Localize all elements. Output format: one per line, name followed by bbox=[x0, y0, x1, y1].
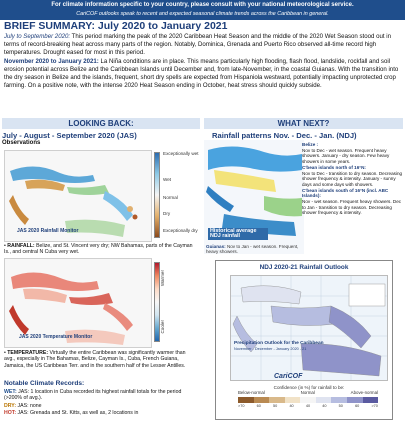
south-islands-text: Nov - wet season. Frequent heavy showers. Dec to Jan - transition to dry season. Decreasing shower frequency & intensity. bbox=[302, 199, 402, 216]
jas-title: July - August - September 2020 (JAS) bbox=[2, 131, 137, 140]
belize-heading: Belize : bbox=[302, 142, 319, 147]
rainfall-summary: • RAINFALL: Belize, and St. Vincent very dry; NW Bahamas, parts of the Cayman Is., and central N Cuba very wet. bbox=[4, 243, 193, 256]
legend-normal: Normal bbox=[163, 195, 178, 200]
scale-swatch bbox=[285, 397, 301, 403]
looking-back-heading: LOOKING BACK: bbox=[2, 118, 200, 129]
scale-tick: 60 bbox=[355, 404, 360, 408]
header-bar bbox=[0, 0, 405, 20]
outlook-map bbox=[230, 275, 388, 381]
scale-tick: 50 bbox=[338, 404, 343, 408]
ndj-notes bbox=[302, 142, 403, 216]
brief-paragraph-1 bbox=[4, 33, 403, 58]
record-dry-key: DRY: bbox=[4, 403, 17, 409]
confidence-ticks bbox=[238, 404, 378, 408]
scale-tick: >70 bbox=[371, 404, 378, 408]
record-hot bbox=[4, 410, 198, 416]
header-line-2: CariCOF outlooks speak to recent and expected seasonal climate trends across the Caribbean in general. bbox=[76, 11, 329, 17]
rainfall-legend-bar bbox=[154, 152, 160, 238]
brief-p2-body: La Niña conditions are in place. This means particularly high flooding, flash flood, landslide, rockfall and soil erosion potential across Belize and the Caribbean Islands until December and, from late-November, in the coastal Guianas. With the transition into the dry season in Belize and the islands, frequent, short dry spells are expected from Hispaniola westward, potentially impacting unprotected crop farming. On a positive note, with the intense 2020 Heat Season ending in October, heat stress should quickly subside. bbox=[4, 57, 399, 90]
scale-swatch bbox=[254, 397, 270, 403]
guianas-heading: Guianas: bbox=[206, 244, 226, 249]
legend-warmer: Warmer bbox=[160, 270, 165, 287]
guianas-text: Nov to Jan - wet season. Frequent, heavy showers. bbox=[206, 244, 299, 254]
observations-label: Observations bbox=[2, 140, 41, 146]
brief-title: BRIEF SUMMARY: July 2020 to January 2021 bbox=[4, 20, 228, 32]
south-islands-heading: C'bean islands south of 16°N (incl. ABC Islands): bbox=[302, 187, 389, 199]
caricof-logo: CariCOF bbox=[274, 373, 303, 380]
records-title: Notable Climate Records: bbox=[4, 380, 85, 387]
brief-p1-lead: July to September 2020: bbox=[4, 33, 71, 40]
scale-swatch bbox=[300, 397, 316, 403]
category-normal: Normal bbox=[300, 390, 315, 395]
scale-swatch bbox=[269, 397, 285, 403]
outlook-caption bbox=[234, 341, 324, 352]
record-wet bbox=[4, 389, 198, 402]
category-above: Above-normal bbox=[350, 390, 378, 395]
outlook-map-graphic bbox=[231, 276, 388, 381]
record-hot-value: JAS: Grenada and St. Kitts, as well as, 2 locations in bbox=[16, 410, 139, 416]
record-dry-value: JAS: none bbox=[16, 403, 42, 409]
ndj-title: Rainfall patterns Nov. - Dec. - Jan. (NDJ) bbox=[212, 131, 357, 140]
legend-exceptionally-wet: Exceptionally wet bbox=[163, 151, 199, 156]
scale-swatch bbox=[363, 397, 379, 403]
brief-p2-lead: November 2020 to January 2021: bbox=[4, 57, 99, 65]
brief-body bbox=[4, 33, 403, 90]
temperature-text: Virtually the entire Caribbean was significantly warmer than avg., especially in The Bahamas, Belize, Cayman Is., Cuba, French Guiana, Jamaica, the US Caribbean Terr. and in the southern half of the Lesser Antilles. bbox=[4, 350, 186, 369]
scale-tick: 40 bbox=[322, 404, 327, 408]
outlook-title: NDJ 2020-21 Rainfall Outlook bbox=[259, 264, 349, 271]
scale-tick: 40 bbox=[289, 404, 294, 408]
outlook-caption-2: November - December - January 2020 - 21 bbox=[234, 346, 307, 351]
jas-temperature-map bbox=[4, 258, 152, 348]
looking-back-column bbox=[2, 131, 200, 147]
rainfall-lead: RAINFALL: bbox=[7, 243, 35, 249]
scale-tick: 60 bbox=[256, 404, 261, 408]
record-wet-value: JAS: 1 location in Cuba recorded its highest rainfall totals for the period (>200% of avg.). bbox=[4, 389, 182, 402]
north-islands-heading: C'bean islands north of 16°N: bbox=[302, 164, 366, 170]
ndj-outlook-frame bbox=[215, 260, 393, 420]
rainfall-text: Belize, and St. Vincent very dry; NW Bahamas, parts of the Cayman Is., and central N Cuba very wet. bbox=[4, 243, 193, 256]
scale-swatch bbox=[238, 397, 254, 403]
record-dry bbox=[4, 403, 42, 409]
scale-tick: 40 bbox=[305, 404, 311, 408]
brief-paragraph-2 bbox=[4, 58, 403, 91]
scale-swatch bbox=[347, 397, 363, 403]
confidence-categories bbox=[238, 390, 378, 395]
guianas-note bbox=[206, 244, 304, 254]
outlook-caption-1: Precipitation Outlook for the Caribbean bbox=[234, 341, 324, 346]
record-hot-key: HOT: bbox=[4, 410, 17, 416]
legend-dry: Dry bbox=[163, 211, 171, 216]
scale-tick: 50 bbox=[273, 404, 278, 408]
north-islands-text: Nov to Dec - transition to dry season. Decreasing shower frequency & intensity. January - sunny days and some days with showers. bbox=[302, 170, 403, 187]
legend-exceptionally-dry: Exceptionally dry bbox=[163, 228, 198, 233]
scale-swatch bbox=[331, 397, 347, 403]
legend-cooler: Cooler bbox=[160, 320, 165, 334]
scale-swatch bbox=[316, 397, 332, 403]
ndj-map-label: Historical average NDJ rainfall bbox=[208, 228, 268, 240]
temperature-monitor-label: JAS 2020 Temperature Monitor bbox=[19, 334, 93, 340]
what-next-heading: WHAT NEXT? bbox=[204, 118, 403, 129]
record-wet-key: WET: bbox=[4, 389, 17, 395]
confidence-color-scale bbox=[238, 397, 378, 403]
confidence-title: Confidence (in %) for rainfall to be: bbox=[273, 385, 345, 390]
brief-p1-body: This period marking the peak of the 2020 Caribbean Heat Season and the middle of the 2020 Wet Season stood out in terms of record-breaking heat across many parts of the region. Notably, Dominica, Grenada and Puerto Rico observed all-time record high temperatures. Drought eased for most in this period. bbox=[4, 33, 391, 57]
scale-tick: >70 bbox=[238, 404, 245, 408]
temperature-lead: TEMPERATURE: bbox=[7, 350, 49, 356]
header-line-1: For climate information specific to your country, please consult with your national meteorological service. bbox=[51, 2, 354, 8]
legend-wet: Wet bbox=[163, 177, 172, 182]
belize-text: Nov to Dec - wet season. Frequent heavy showers. January - dry season. Few heavy showers in some years. bbox=[302, 147, 390, 165]
temperature-summary: • TEMPERATURE: Virtually the entire Caribbean was significantly warmer than avg., especially in The Bahamas, Belize, Cayman Is., Cuba, French Guiana, Jamaica, the US Caribbean Terr. and in the southern half of the Lesser Antilles. bbox=[4, 350, 186, 369]
jas-rainfall-map bbox=[4, 150, 152, 242]
category-below: Below-normal bbox=[238, 390, 265, 395]
rainfall-monitor-label: JAS 2020 Rainfall Monitor bbox=[17, 228, 79, 234]
